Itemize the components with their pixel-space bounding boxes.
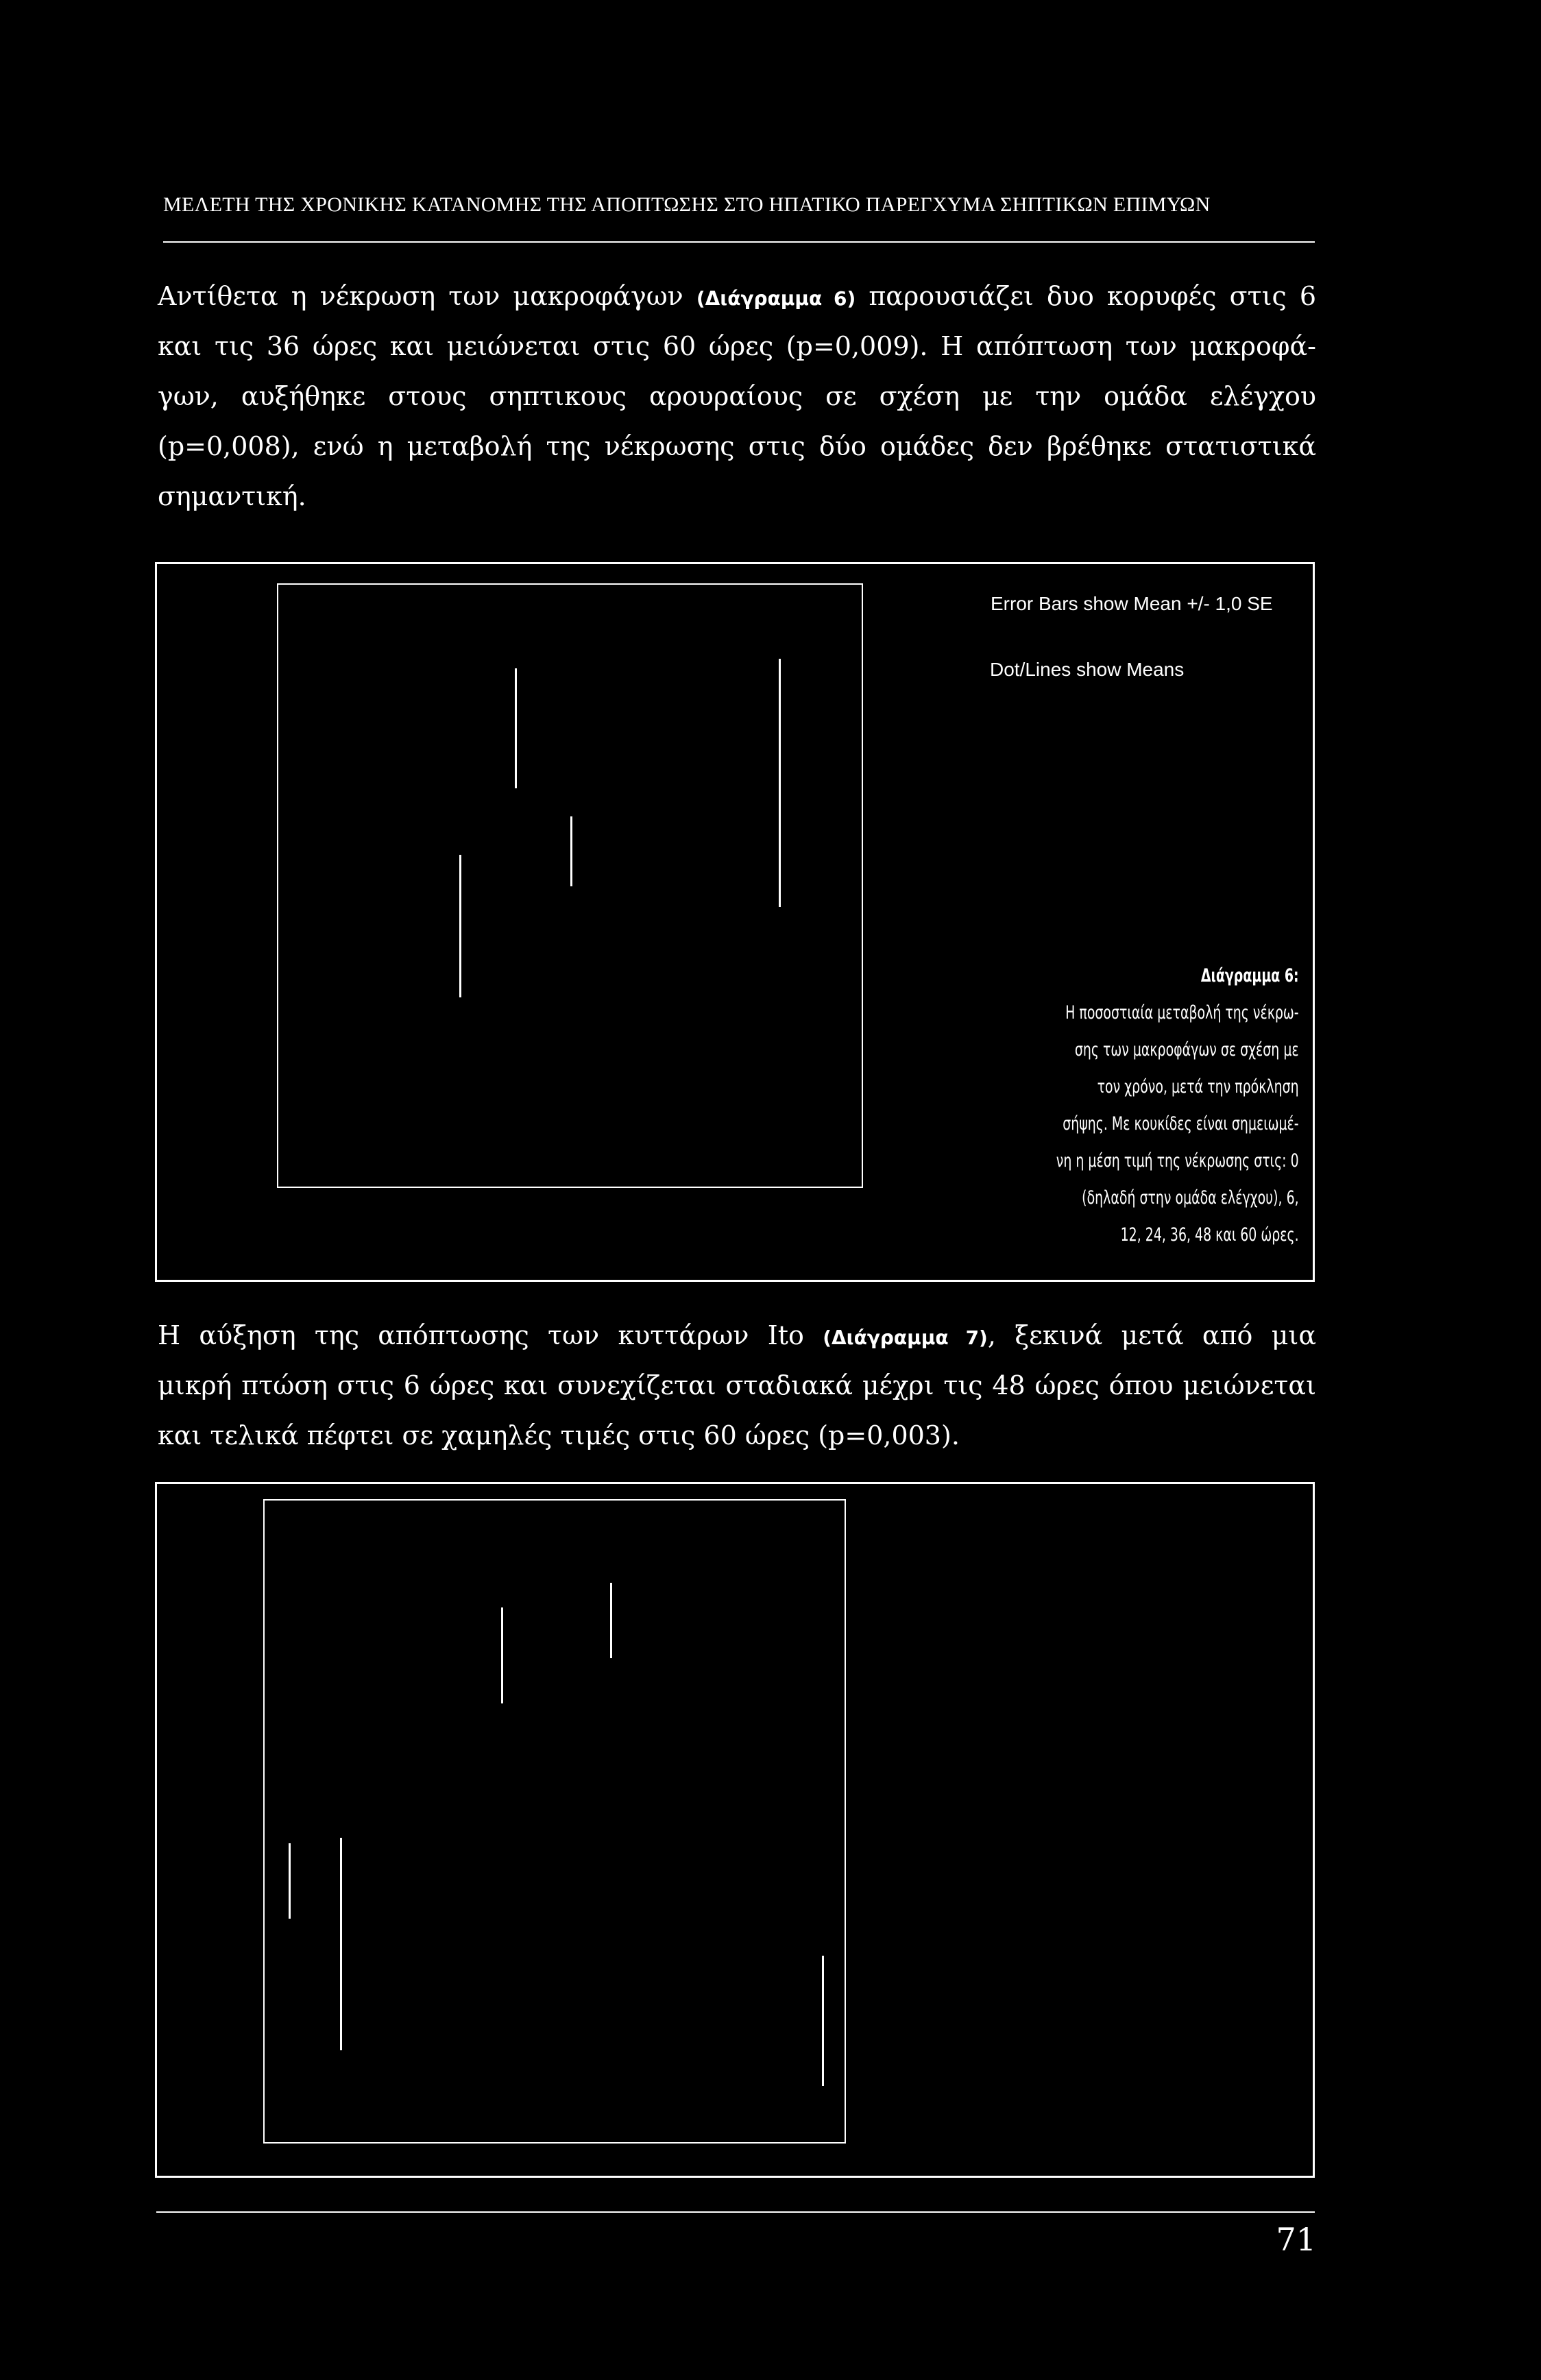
figure-7 bbox=[155, 1482, 1315, 2178]
figure-6 bbox=[155, 562, 1315, 1282]
error-bar bbox=[515, 668, 517, 788]
figure-7-plot-area bbox=[263, 1499, 846, 2144]
paragraph-2 bbox=[158, 1311, 1316, 1461]
paragraph-2-line-2: μικρή πτώση στις 6 ώρες και συνεχίζεται σταδιακά μέχρι τις 48 ώρες όπου μειώνεται bbox=[158, 1370, 1316, 1400]
paragraph-1-line-2: και τις 36 ώρες και μειώνεται στις 60 ώρες (p=0,009). Η απόπτωση των μακροφά- bbox=[158, 331, 1316, 361]
error-bar bbox=[340, 1838, 342, 2050]
error-bar bbox=[822, 1956, 824, 2086]
paragraph-1-text: Αντίθετα η νέκρωση των μακροφάγων bbox=[158, 281, 696, 311]
figure-6-caption bbox=[1056, 958, 1299, 1254]
paragraph-1-line-1 bbox=[158, 271, 1316, 321]
figure-6-plot-area bbox=[277, 583, 863, 1188]
error-bar bbox=[570, 816, 572, 886]
error-bar bbox=[289, 1843, 291, 1919]
paragraph-1-text: παρουσιάζει δυο κορυφές στις 6 bbox=[856, 281, 1317, 311]
legend-error-bars: Error Bars show Mean +/- 1,0 SE bbox=[991, 593, 1273, 614]
paragraph-2-text: , ξεκινά μετά από μια bbox=[987, 1320, 1316, 1350]
paragraph-2-line-1 bbox=[158, 1311, 1316, 1361]
figure-6-caption-title: Διάγραμμα 6: bbox=[1201, 965, 1299, 986]
error-bar bbox=[501, 1607, 503, 1703]
footer-rule bbox=[156, 2211, 1315, 2213]
caption-line: 12, 24, 36, 48 και 60 ώρες. bbox=[1120, 1224, 1299, 1246]
error-bar bbox=[610, 1583, 612, 1658]
caption-line: νη η μέση τιμή της νέκρωσης στις: 0 bbox=[1056, 1150, 1299, 1171]
header-rule bbox=[163, 241, 1315, 243]
caption-line: Η ποσοστιαία μεταβολή της νέκρω- bbox=[1065, 1002, 1299, 1023]
figure-7-reference: (Διάγραμμα 7) bbox=[823, 1326, 988, 1349]
paragraph-2-text: Η αύξηση της απόπτωσης των κυττάρων Ito bbox=[158, 1320, 823, 1350]
running-header: ΜΕΛΕΤΗ ΤΗΣ ΧΡΟΝΙΚΗΣ ΚΑΤΑΝΟΜΗΣ ΤΗΣ ΑΠΟΠΤΩΣΗΣ ΣΤΟ ΗΠΑΤΙΚΟ ΠΑΡΕΓΧΥΜΑ ΣΗΠΤΙΚΩΝ ΕΠΙΜΥΩΝ bbox=[163, 193, 1211, 216]
figure-6-reference: (Διάγραμμα 6) bbox=[696, 287, 856, 310]
caption-line: τον χρόνο, μετά την πρόκληση bbox=[1097, 1076, 1299, 1097]
caption-line: σήψης. Με κουκίδες είναι σημειωμέ- bbox=[1063, 1113, 1299, 1134]
caption-line: σης των μακροφάγων σε σχέση με bbox=[1075, 1039, 1299, 1060]
paragraph-2-line-3: και τελικά πέφτει σε χαμηλές τιμές στις 60 ώρες (p=0,003). bbox=[158, 1420, 960, 1450]
error-bar bbox=[779, 659, 781, 907]
page-number: 71 bbox=[1276, 2221, 1316, 2258]
legend-dot-lines: Dot/Lines show Means bbox=[990, 659, 1185, 680]
paragraph-1 bbox=[158, 271, 1316, 522]
paragraph-1-line-4: (p=0,008), ενώ η μεταβολή της νέκρωσης στις δύο ομάδες δεν βρέθηκε στατιστικά bbox=[158, 431, 1316, 461]
error-bar bbox=[459, 855, 461, 997]
paragraph-1-line-5: σημαντική. bbox=[158, 481, 306, 511]
paragraph-1-line-3: γων, αυξήθηκε στους σηπτικους αρουραίους σε σχέση με την ομάδα ελέγχου bbox=[158, 381, 1316, 411]
caption-line: (δηλαδή στην ομάδα ελέγχου), 6, bbox=[1082, 1187, 1299, 1209]
